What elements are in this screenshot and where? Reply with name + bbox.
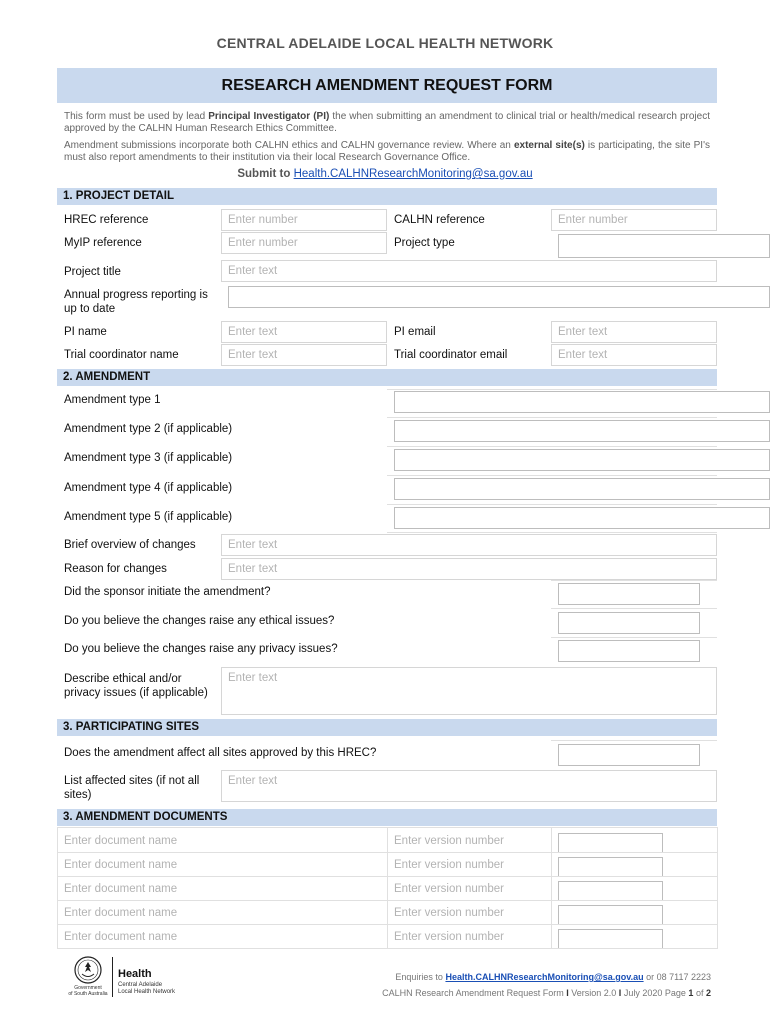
amendment-type-3-label: Amendment type 3 (if applicable)	[64, 452, 233, 464]
divider	[57, 827, 717, 828]
amendment-type-4-label: Amendment type 4 (if applicable)	[64, 482, 233, 494]
document-version-input[interactable]: Enter version number	[394, 883, 504, 895]
hrec-reference-label: HREC reference	[64, 214, 149, 226]
submit-email-link[interactable]: Health.CALHNResearchMonitoring@sa.gov.au	[293, 168, 533, 180]
document-name-input[interactable]: Enter document name	[64, 907, 178, 919]
ethical-answer-dropdown[interactable]	[558, 612, 700, 634]
all-sites-answer-dropdown[interactable]	[558, 744, 700, 766]
project-type-dropdown[interactable]	[558, 234, 770, 258]
calhn-reference-label: CALHN reference	[394, 214, 485, 226]
divider	[387, 827, 388, 949]
amendment-type-3-dropdown[interactable]	[394, 449, 770, 471]
project-title-input[interactable]: Enter text	[221, 260, 717, 282]
trial-coordinator-email-input[interactable]: Enter text	[551, 344, 717, 366]
intro-external-site-term: external site(s)	[513, 140, 585, 151]
logo-state-text: of South Australia	[68, 991, 108, 997]
pi-name-input[interactable]: Enter text	[221, 321, 387, 343]
section-participating-sites: 3. PARTICIPATING SITES	[57, 719, 717, 736]
intro-paragraph-2: Amendment submissions incorporate both CALHN ethics and CALHN governance review. Where an external site(s) is participating, the site PI's must also report amendments to their institution via their local Research Governance Office.	[64, 140, 710, 163]
logo-health-text: Health	[118, 968, 152, 980]
page-current: 1	[688, 988, 694, 998]
privacy-question: Do you believe the changes raise any privacy issues?	[64, 643, 338, 655]
trial-coordinator-email-label: Trial coordinator email	[394, 349, 508, 361]
divider	[551, 637, 717, 638]
project-title-label: Project title	[64, 266, 121, 278]
privacy-answer-dropdown[interactable]	[558, 640, 700, 662]
trial-coordinator-name-label: Trial coordinator name	[64, 349, 179, 361]
form-title-bar	[57, 68, 717, 103]
divider	[551, 580, 717, 581]
divider	[551, 740, 717, 741]
amendment-type-5-dropdown[interactable]	[394, 507, 770, 529]
pi-email-label: PI email	[394, 326, 436, 338]
divider	[57, 852, 717, 853]
sponsor-answer-dropdown[interactable]	[558, 583, 700, 605]
divider	[387, 504, 717, 505]
describe-issues-label: Describe ethical and/or privacy issues (if applicable)	[64, 673, 208, 699]
reason-input[interactable]: Enter text	[221, 558, 717, 580]
pi-name-label: PI name	[64, 326, 107, 338]
divider	[57, 900, 717, 901]
divider	[57, 876, 717, 877]
reason-label: Reason for changes	[64, 563, 167, 575]
brief-overview-input[interactable]: Enter text	[221, 534, 717, 556]
document-dropdown[interactable]	[558, 905, 663, 925]
calhn-reference-input[interactable]: Enter number	[551, 209, 717, 231]
divider	[717, 827, 718, 949]
project-type-label: Project type	[394, 237, 455, 249]
document-version-input[interactable]: Enter version number	[394, 835, 504, 847]
amendment-type-1-dropdown[interactable]	[394, 391, 770, 413]
document-version-input[interactable]: Enter version number	[394, 907, 504, 919]
document-name-input[interactable]: Enter document name	[64, 859, 178, 871]
sponsor-question: Did the sponsor initiate the amendment?	[64, 586, 271, 598]
all-sites-question: Does the amendment affect all sites approved by this HREC?	[64, 747, 377, 759]
footer-form-info: CALHN Research Amendment Request Form I Version 2.0 I July 2020 Page 1 of 2	[382, 988, 711, 998]
annual-reporting-dropdown[interactable]	[228, 286, 770, 308]
document-dropdown[interactable]	[558, 857, 663, 877]
amendment-type-2-label: Amendment type 2 (if applicable)	[64, 423, 233, 435]
divider	[57, 948, 717, 949]
organisation-name: CENTRAL ADELAIDE LOCAL HEALTH NETWORK	[216, 35, 554, 51]
amendment-type-4-dropdown[interactable]	[394, 478, 770, 500]
pi-email-input[interactable]: Enter text	[551, 321, 717, 343]
affected-sites-label: List affected sites (if not all sites)	[64, 775, 200, 801]
describe-issues-input[interactable]: Enter text	[221, 667, 717, 715]
trial-coordinator-name-input[interactable]: Enter text	[221, 344, 387, 366]
document-name-input[interactable]: Enter document name	[64, 835, 178, 847]
amendment-type-2-dropdown[interactable]	[394, 420, 770, 442]
logo-network-line-2: Local Health Network	[118, 989, 176, 995]
amendment-type-5-label: Amendment type 5 (if applicable)	[64, 511, 233, 523]
myip-reference-label: MyIP reference	[64, 237, 142, 249]
form-title: RESEARCH AMENDMENT REQUEST FORM	[221, 77, 553, 94]
divider	[387, 417, 717, 418]
document-dropdown[interactable]	[558, 929, 663, 949]
document-name-input[interactable]: Enter document name	[64, 883, 178, 895]
amendment-type-1-label: Amendment type 1	[64, 394, 161, 406]
brief-overview-label: Brief overview of changes	[64, 539, 196, 551]
divider	[387, 532, 717, 533]
divider	[387, 475, 717, 476]
logo-government-text: Government	[74, 985, 102, 991]
intro-paragraph-1: This form must be used by lead Principal Investigator (PI) the when submitting an amendment to clinical trial or health/medical research project approved by the CALHN Human Research Ethics Committee.	[64, 111, 710, 134]
government-crest-icon	[72, 955, 104, 985]
footer-email-link[interactable]: Health.CALHNResearchMonitoring@sa.gov.au	[445, 972, 644, 982]
document-dropdown[interactable]	[558, 881, 663, 901]
ethical-question: Do you believe the changes raise any ethical issues?	[64, 615, 335, 627]
section-project-detail: 1. PROJECT DETAIL	[57, 188, 717, 205]
document-name-input[interactable]: Enter document name	[64, 931, 178, 943]
intro-pi-term: Principal Investigator (PI)	[208, 111, 330, 122]
page-total: 2	[705, 988, 711, 998]
divider	[57, 827, 58, 949]
footer-enquiries: Enquiries to Health.CALHNResearchMonitoring@sa.gov.au or 08 7117 2223	[395, 972, 711, 982]
submit-line: Submit to Health.CALHNResearchMonitoring@sa.gov.au	[237, 168, 533, 180]
divider	[551, 608, 717, 609]
annual-reporting-label: Annual progress reporting is up to date	[64, 289, 208, 315]
logo-network-line-1: Central Adelaide	[118, 982, 163, 988]
divider	[57, 924, 717, 925]
document-version-input[interactable]: Enter version number	[394, 859, 504, 871]
logo-divider	[112, 957, 113, 997]
hrec-reference-input[interactable]: Enter number	[221, 209, 387, 231]
divider	[387, 446, 717, 447]
divider	[551, 827, 552, 949]
document-dropdown[interactable]	[558, 833, 663, 853]
section-amendment: 2. AMENDMENT	[57, 369, 717, 386]
divider	[387, 389, 717, 390]
affected-sites-input[interactable]: Enter text	[221, 770, 717, 802]
sa-health-logo	[62, 955, 202, 1000]
document-version-input[interactable]: Enter version number	[394, 931, 504, 943]
section-amendment-documents: 3. AMENDMENT DOCUMENTS	[57, 809, 717, 826]
myip-reference-input[interactable]: Enter number	[221, 232, 387, 254]
